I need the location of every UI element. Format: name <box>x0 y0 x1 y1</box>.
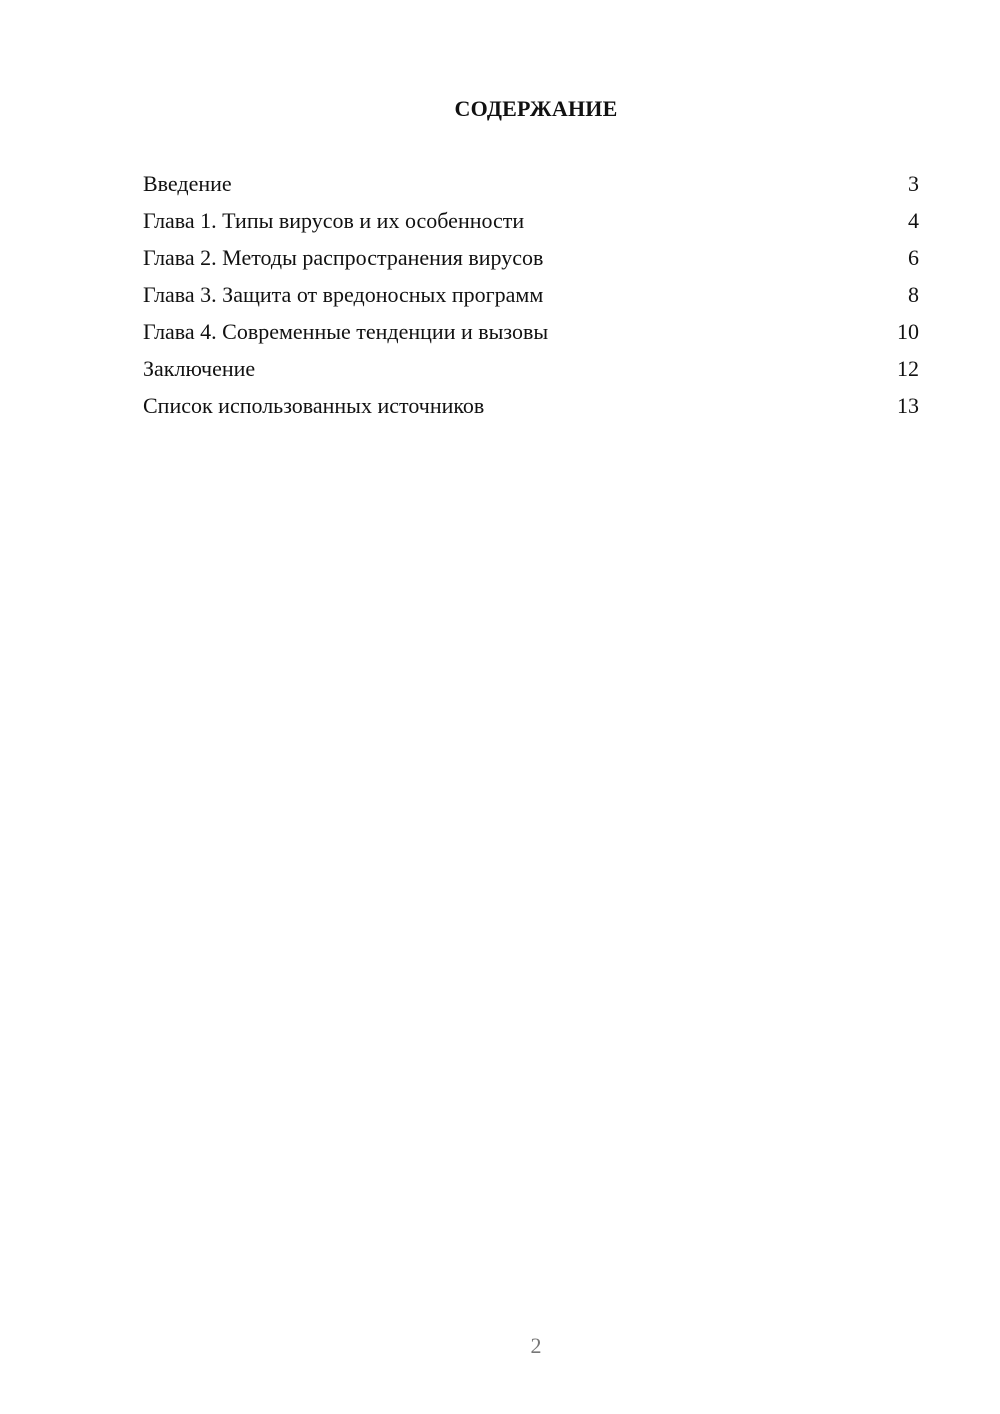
toc-entry-page: 10 <box>897 319 919 344</box>
toc-entry-label: Глава 4. Современные тенденции и вызовы <box>143 319 549 344</box>
toc-entry-page: 6 <box>908 245 919 270</box>
toc-entry-label: Глава 2. Методы распространения вирусов <box>143 245 544 270</box>
toc-entry-label: Заключение <box>143 356 256 381</box>
toc-entry-page: 8 <box>908 282 919 307</box>
toc-entry-label: Введение <box>143 171 232 196</box>
table-of-contents <box>143 169 919 428</box>
toc-entry-page: 4 <box>908 208 919 233</box>
toc-entry-page: 12 <box>897 356 919 381</box>
toc-title: СОДЕРЖАНИЕ <box>454 96 618 121</box>
toc-entry-chapter-1 <box>143 206 919 243</box>
toc-entry-page: 3 <box>908 171 919 196</box>
page-number: 2 <box>530 1333 542 1358</box>
toc-entry-label: Список использованных источников <box>143 393 485 418</box>
toc-entry-references <box>143 391 919 428</box>
toc-entry-introduction <box>143 169 919 206</box>
toc-entry-conclusion <box>143 354 919 391</box>
toc-entry-page: 13 <box>897 393 919 418</box>
toc-entry-label: Глава 1. Типы вирусов и их особенности <box>143 208 525 233</box>
toc-entry-chapter-3 <box>143 280 919 317</box>
toc-entry-label: Глава 3. Защита от вредоносных программ <box>143 282 544 307</box>
toc-entry-chapter-2 <box>143 243 919 280</box>
toc-entry-chapter-4 <box>143 317 919 354</box>
